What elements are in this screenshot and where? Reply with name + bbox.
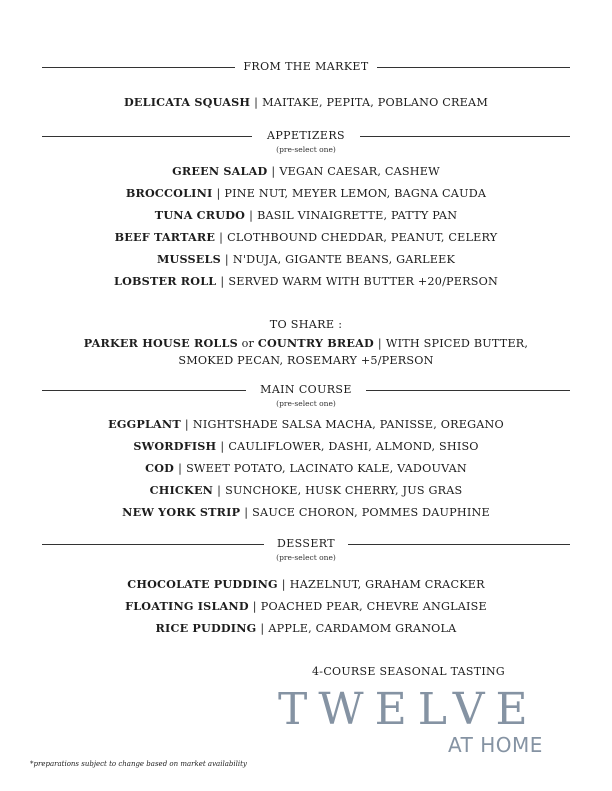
menu-item-dessert: RICE PUDDING | APPLE, CARDAMOM GRANOLA [155, 621, 457, 635]
section-title-market: FROM THE MARKET [235, 60, 376, 73]
footnote: *preparations subject to change based on market availability [30, 760, 247, 768]
preselect-note-main: (pre-select one) [276, 399, 336, 408]
menu-item-main: CHICKEN | SUNCHOKE, HUSK CHERRY, JUS GRAS [149, 483, 463, 497]
menu-item-main: NEW YORK STRIP | SAUCE CHORON, POMMES DAUPHINE [122, 505, 490, 519]
section-header-dessert [42, 535, 570, 553]
section-title-main: MAIN COURSE [252, 383, 360, 396]
menu-item-appetizer: TUNA CRUDO | BASIL VINAIGRETTE, PATTY PAN [154, 208, 458, 222]
section-header-main [42, 381, 570, 399]
dish-desc: MAITAKE, PEPITA, POBLANO CREAM [262, 96, 488, 109]
preselect-note-appetizers: (pre-select one) [276, 145, 336, 154]
menu-item-market: DELICATA SQUASH | MAITAKE, PEPITA, POBLANO CREAM [124, 95, 488, 109]
menu-item-dessert: CHOCOLATE PUDDING | HAZELNUT, GRAHAM CRACKER [127, 577, 485, 591]
section-header-appetizers [42, 127, 570, 145]
section-title-appetizers: APPETIZERS [259, 129, 353, 142]
menu-item-main: SWORDFISH | CAULIFLOWER, DASHI, ALMOND, SHISO [133, 439, 479, 453]
share-item: PARKER HOUSE ROLLS or COUNTRY BREAD | WITH SPICED BUTTER, SMOKED PECAN, ROSEMARY +5/PERSON [83, 336, 529, 367]
tasting-label: 4-COURSE SEASONAL TASTING [312, 665, 506, 678]
menu-item-appetizer: LOBSTER ROLL | SERVED WARM WITH BUTTER +20/PERSON [114, 274, 498, 288]
dish-name: DELICATA SQUASH [124, 95, 251, 109]
brand-logo-sub: AT HOME [448, 733, 543, 757]
section-header-market [42, 58, 570, 76]
share-heading: TO SHARE : [269, 318, 343, 331]
menu-item-appetizer: MUSSELS | N'DUJA, GIGANTE BEANS, GARLEEK [156, 252, 456, 266]
menu-item-main: COD | SWEET POTATO, LACINATO KALE, VADOUVAN [145, 461, 467, 475]
menu-item-appetizer: BEEF TARTARE | CLOTHBOUND CHEDDAR, PEANUT, CELERY [114, 230, 498, 244]
menu-item-appetizer: GREEN SALAD | VEGAN CAESAR, CASHEW [172, 164, 440, 178]
preselect-note-dessert: (pre-select one) [276, 553, 336, 562]
section-title-dessert: DESSERT [269, 537, 343, 550]
menu-item-dessert: FLOATING ISLAND | POACHED PEAR, CHEVRE ANGLAISE [125, 599, 487, 613]
menu-item-appetizer: BROCCOLINI | PINE NUT, MEYER LEMON, BAGNA CAUDA [125, 186, 487, 200]
menu-item-main: EGGPLANT | NIGHTSHADE SALSA MACHA, PANISSE, OREGANO [108, 417, 504, 431]
brand-logo-main: TWELVE [278, 684, 539, 735]
